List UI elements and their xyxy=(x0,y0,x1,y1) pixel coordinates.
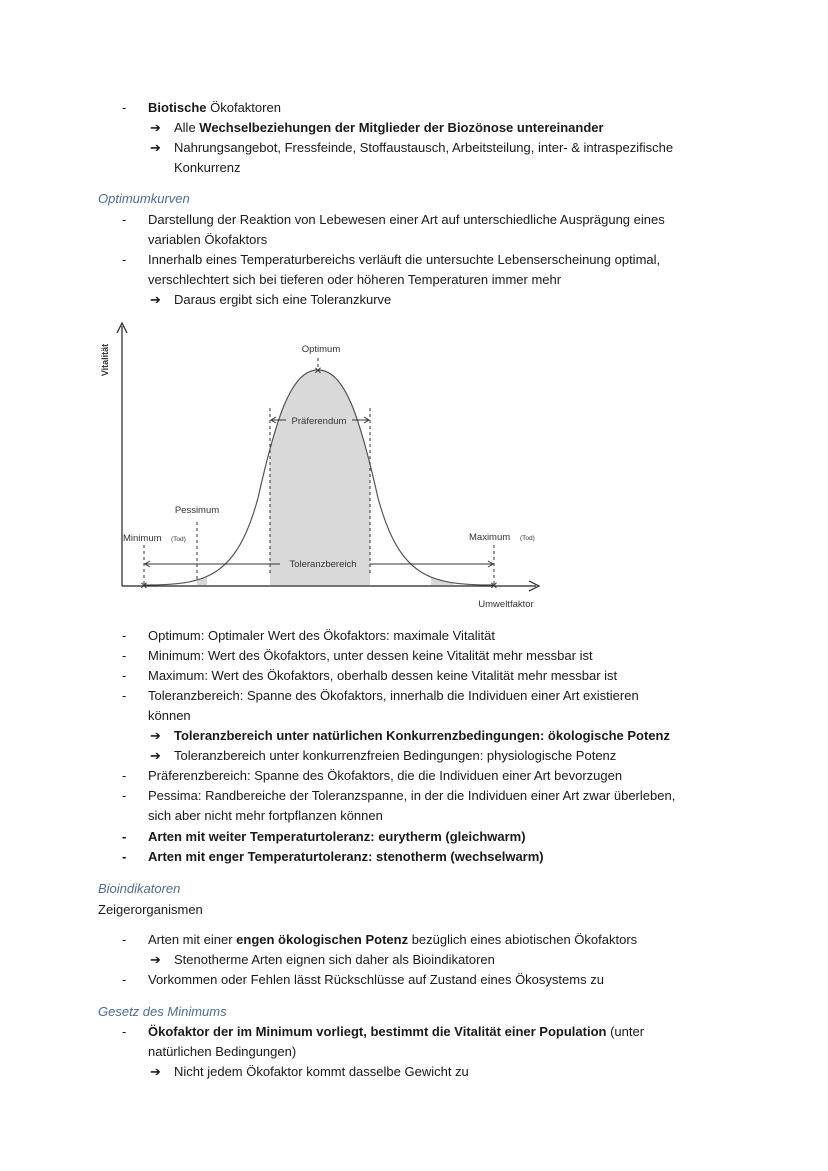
x-axis-label: Umweltfaktor xyxy=(478,599,534,610)
arrow-icon: ➔ xyxy=(150,120,161,135)
bio-item1 xyxy=(148,931,637,949)
tolerance-curve-chart xyxy=(96,318,556,618)
biotic-sub1-pre: Alle xyxy=(174,120,200,135)
optimum-item2-line1: Innerhalb eines Temperaturbereichs verläuft die untersuchte Lebenserscheinung optimal, xyxy=(148,252,661,267)
arrow-icon: ➔ xyxy=(150,952,161,967)
def-toleranz-line2: können xyxy=(148,708,191,723)
bullet-dash: - xyxy=(122,972,127,987)
optimum-point: ✕ xyxy=(313,366,323,377)
arrow-icon: ➔ xyxy=(150,728,161,743)
bio-item1-post: bezüglich eines abiotischen Ökofaktors xyxy=(408,932,638,947)
optimum-item1-line2: variablen Ökofaktors xyxy=(148,232,268,247)
bullet-dash: - xyxy=(122,849,127,864)
praeferendum-shade xyxy=(270,318,370,586)
arrow-icon: ➔ xyxy=(150,292,161,307)
def-pessima-line2: sich aber nicht mehr fortpflanzen können xyxy=(148,808,383,823)
gesetz-sub: Nicht jedem Ökofaktor kommt dasselbe Gewicht zu xyxy=(174,1064,469,1079)
y-axis-label: Vitalität xyxy=(100,343,110,377)
bullet-dash: - xyxy=(122,788,127,803)
bullet-dash: - xyxy=(122,628,127,643)
def-stenotherm: Arten mit enger Temperaturtoleranz: stenotherm (wechselwarm) xyxy=(148,849,544,864)
gesetz-item-line1 xyxy=(148,1023,644,1041)
heading-optimumkurven: Optimumkurven xyxy=(98,191,190,206)
pessimum-left-shade xyxy=(197,318,207,586)
heading-bioindikatoren: Bioindikatoren xyxy=(98,881,181,896)
def-eurytherm: Arten mit weiter Temperaturtoleranz: eurytherm (gleichwarm) xyxy=(148,829,526,844)
def-minimum: Minimum: Wert des Ökofaktors, unter dessen keine Vitalität mehr messbar ist xyxy=(148,648,593,663)
biotic-sub2-line1: Nahrungsangebot, Fressfeinde, Stoffaustausch, Arbeitsteilung, inter- & intraspezifische xyxy=(174,140,674,155)
def-toleranz-sub1: Toleranzbereich unter natürlichen Konkurrenzbedingungen: ökologische Potenz xyxy=(174,728,670,743)
bio-item1-bold: engen ökologischen Potenz xyxy=(236,932,409,947)
def-pessima-line1: Pessima: Randbereiche der Toleranzspanne, in der die Individuen einer Art zwar überleben, xyxy=(148,788,676,803)
minimum-note: (Tod) xyxy=(171,536,186,543)
gesetz-item-post: (unter xyxy=(606,1024,645,1039)
arrow-icon: ➔ xyxy=(150,140,161,155)
bullet-dash: - xyxy=(122,829,127,844)
pessimum-label: Pessimum xyxy=(174,505,220,516)
biotic-sub1-bold: Wechselbeziehungen der Mitglieder der Biozönose untereinander xyxy=(199,120,604,135)
minimum-label: Minimum xyxy=(123,533,162,544)
bio-item1-pre: Arten mit einer xyxy=(148,932,237,947)
minimum-point: ✕ xyxy=(139,581,149,592)
biotic-item xyxy=(148,99,281,117)
maximum-point: ✕ xyxy=(489,581,499,592)
biotic-rest: Ökofaktoren xyxy=(206,100,281,115)
bullet-dash: - xyxy=(122,100,127,115)
gesetz-item-bold: Ökofaktor der im Minimum vorliegt, bestimmt die Vitalität einer Population xyxy=(148,1024,607,1039)
bullet-dash: - xyxy=(122,1024,127,1039)
bullet-dash: - xyxy=(122,252,127,267)
gesetz-item-line2: natürlichen Bedingungen) xyxy=(148,1044,297,1059)
def-toleranz-line1: Toleranzbereich: Spanne des Ökofaktors, innerhalb die Individuen einer Art existieren xyxy=(148,688,639,703)
biotic-sub1 xyxy=(174,119,604,137)
def-optimum: Optimum: Optimaler Wert des Ökofaktors: maximale Vitalität xyxy=(148,628,496,643)
optimum-label: Optimum xyxy=(301,344,341,355)
def-praeferenz: Präferenzbereich: Spanne des Ökofaktors, die die Individuen einer Art bevorzugen xyxy=(148,768,623,783)
bio-item1-sub: Stenotherme Arten eignen sich daher als Bioindikatoren xyxy=(174,952,495,967)
biotic-bold: Biotische xyxy=(148,100,207,115)
praeferendum-label: Präferendum xyxy=(291,416,347,427)
optimum-item2-line2: verschlechtert sich bei tieferen oder höheren Temperaturen immer mehr xyxy=(148,272,562,287)
toleranz-label: Toleranzbereich xyxy=(289,559,357,570)
bullet-dash: - xyxy=(122,212,127,227)
shaded-regions xyxy=(197,318,453,586)
maximum-note: (Tod) xyxy=(520,535,535,542)
bullet-dash: - xyxy=(122,688,127,703)
bullet-dash: - xyxy=(122,932,127,947)
arrow-icon: ➔ xyxy=(150,748,161,763)
optimum-item1-line1: Darstellung der Reaktion von Lebewesen einer Art auf unterschiedliche Ausprägung eines xyxy=(148,212,665,227)
optimum-sub1: Daraus ergibt sich eine Toleranzkurve xyxy=(174,292,392,307)
pessimum-right-shade xyxy=(431,318,453,586)
arrow-icon: ➔ xyxy=(150,1064,161,1079)
bio-item2: Vorkommen oder Fehlen lässt Rückschlüsse auf Zustand eines Ökosystems zu xyxy=(148,972,604,987)
bullet-dash: - xyxy=(122,768,127,783)
heading-gesetz-minimums: Gesetz des Minimums xyxy=(98,1004,227,1019)
biotic-sub2-line2: Konkurrenz xyxy=(174,160,241,175)
bullet-dash: - xyxy=(122,668,127,683)
maximum-label: Maximum xyxy=(469,532,511,543)
subheading-zeigerorganismen: Zeigerorganismen xyxy=(98,902,203,917)
bullet-dash: - xyxy=(122,648,127,663)
def-maximum: Maximum: Wert des Ökofaktors, oberhalb dessen keine Vitalität mehr messbar ist xyxy=(148,668,618,683)
def-toleranz-sub2: Toleranzbereich unter konkurrenzfreien Bedingungen: physiologische Potenz xyxy=(174,748,617,763)
